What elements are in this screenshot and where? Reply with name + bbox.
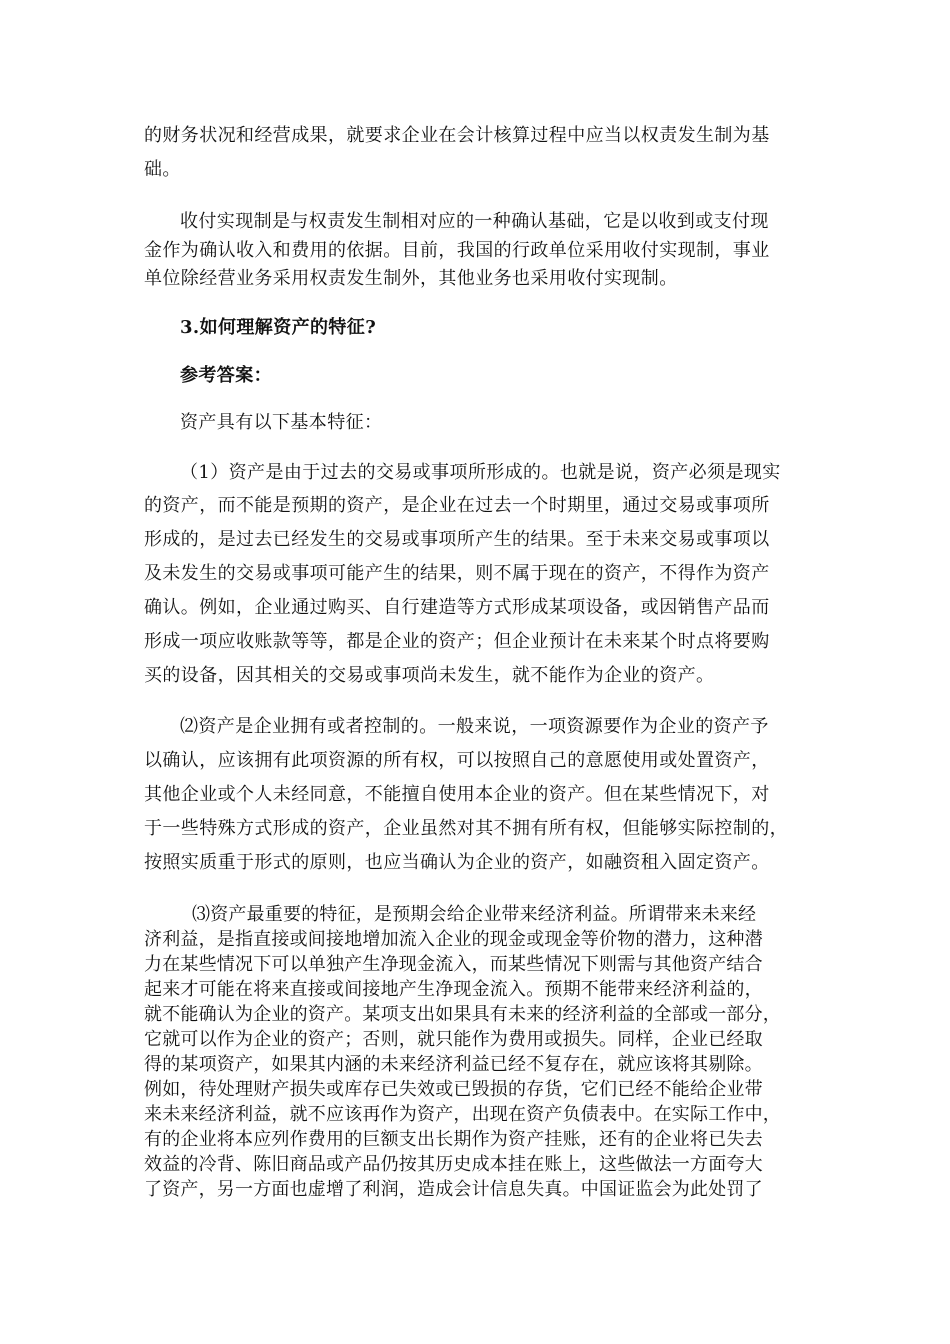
text-line: ⑵资产是企业拥有或者控制的。一般来说，一项资源要作为企业的资产予 bbox=[180, 716, 769, 737]
text-line: 了资产，另一方面也虚增了利润，造成会计信息失真。中国证监会为此处罚了 bbox=[144, 1179, 763, 1200]
text-line: 金作为确认收入和费用的依据。目前，我国的行政单位采用收付实现制，事业 bbox=[144, 240, 770, 261]
text-line: 力在某些情况下可以单独产生净现金流入，而某些情况下则需与其他资产结合 bbox=[144, 954, 763, 975]
text-line: 效益的冷背、陈旧商品或产品仍按其历史成本挂在账上，这些做法一方面夸大 bbox=[144, 1154, 763, 1175]
text-line: 及未发生的交易或事项可能产生的结果，则不属于现在的资产，不得作为资产 bbox=[144, 563, 770, 584]
text-line: 形成一项应收账款等等，都是企业的资产；但企业预计在未来某个时点将要购 bbox=[144, 631, 770, 652]
question-heading: 3.如何理解资产的特征? bbox=[180, 317, 377, 338]
text-line: （1）资产是由于过去的交易或事项所形成的。也就是说，资产必须是现实 bbox=[180, 462, 781, 483]
text-line: 础。 bbox=[144, 159, 181, 180]
text-line: 以确认，应该拥有此项资源的所有权，可以按照自己的意愿使用或处置资产， bbox=[144, 750, 770, 771]
text-line: 收付实现制是与权责发生制相对应的一种确认基础，它是以收到或支付现 bbox=[180, 211, 769, 232]
text-line: 它就可以作为企业的资产；否则，就只能作为费用或损失。同样，企业已经取 bbox=[144, 1029, 763, 1050]
text-line: ⑶资产最重要的特征，是预期会给企业带来经济利益。所谓带来未来经 bbox=[192, 904, 757, 925]
answer-label: 参考答案： bbox=[180, 365, 272, 386]
text-line: 单位除经营业务采用权责发生制外，其他业务也采用收付实现制。 bbox=[144, 268, 678, 289]
text-line: 其他企业或个人未经同意，不能擅自使用本企业的资产。但在某些情况下，对 bbox=[144, 784, 770, 805]
text-line: 就不能确认为企业的资产。某项支出如果具有未来的经济利益的全部或一部分， bbox=[144, 1004, 781, 1025]
text-line: 有的企业将本应列作费用的巨额支出长期作为资产挂账，还有的企业将已失去 bbox=[144, 1129, 763, 1150]
text-line: 例如，待处理财产损失或库存已失效或已毁损的存货，它们已经不能给企业带 bbox=[144, 1079, 763, 1100]
text-line: 来未来经济利益，就不应该再作为资产，出现在资产负债表中。在实际工作中， bbox=[144, 1104, 781, 1125]
text-line: 得的某项资产，如果其内涵的未来经济利益已经不复存在，就应该将其剔除。 bbox=[144, 1054, 763, 1075]
text-line: 的资产，而不能是预期的资产，是企业在过去一个时期里，通过交易或事项所 bbox=[144, 495, 770, 516]
text-line: 形成的，是过去已经发生的交易或事项所产生的结果。至于未来交易或事项以 bbox=[144, 529, 770, 550]
text-line: 于一些特殊方式形成的资产，企业虽然对其不拥有所有权，但能够实际控制的， bbox=[144, 818, 788, 839]
intro-line: 资产具有以下基本特征： bbox=[180, 412, 383, 433]
text-line: 的财务状况和经营成果，就要求企业在会计核算过程中应当以权责发生制为基 bbox=[144, 125, 770, 146]
text-line: 起来才可能在将来直接或间接地产生净现金流入。预期不能带来经济利益的， bbox=[144, 979, 763, 1000]
text-line: 确认。例如，企业通过购买、自行建造等方式形成某项设备，或因销售产品而 bbox=[144, 597, 770, 618]
text-line: 买的设备，因其相关的交易或事项尚未发生，就不能作为企业的资产。 bbox=[144, 665, 715, 686]
text-line: 济利益，是指直接或间接地增加流入企业的现金或现金等价物的潜力，这种潜 bbox=[144, 929, 763, 950]
text-line: 按照实质重于形式的原则，也应当确认为企业的资产，如融资租入固定资产。 bbox=[144, 852, 770, 873]
